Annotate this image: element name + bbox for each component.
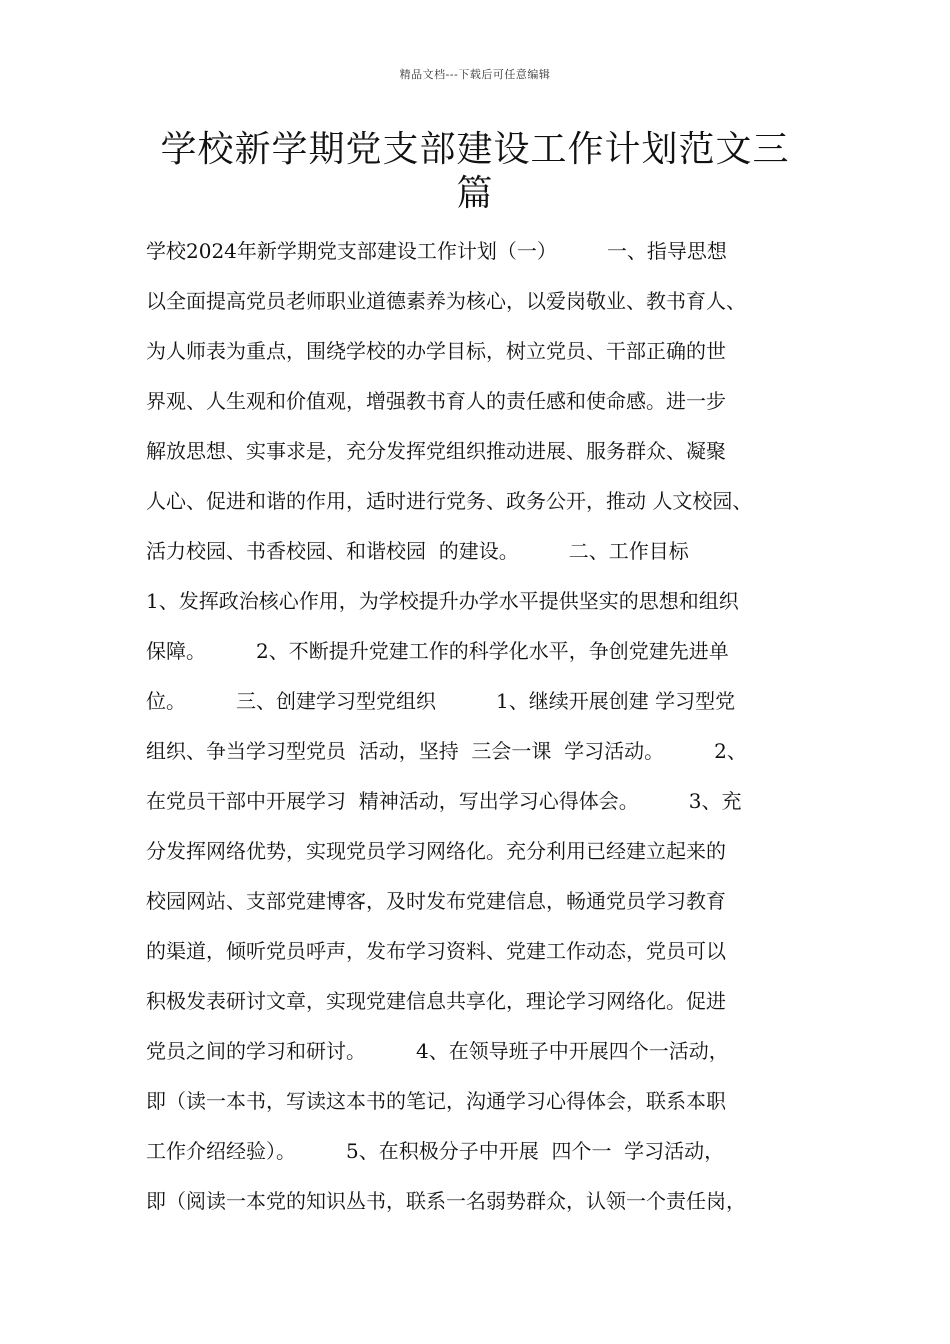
body-line: 活力校园、书香校园、和谐校园 的建设。 二、工作目标 bbox=[146, 539, 689, 563]
body-line: 人心、促进和谐的作用，适时进行党务、政务公开，推动 人文校园、 bbox=[146, 489, 753, 513]
body-line: 即（读一本书，写读这本书的笔记，沟通学习心得体会，联系本职 bbox=[146, 1089, 726, 1113]
body-line: 学校2024年新学期党支部建设工作计划（一） 一、指导思想 bbox=[146, 239, 727, 263]
body-line: 位。 三、创建学习型党组织 1、继续开展创建 学习型党 bbox=[146, 689, 736, 713]
body-line: 1、发挥政治核心作用，为学校提升办学水平提供坚实的思想和组织 bbox=[146, 589, 739, 613]
title-line: 篇 bbox=[456, 173, 494, 214]
body-line: 解放思想、实事求是，充分发挥党组织推动进展、服务群众、凝聚 bbox=[146, 439, 726, 463]
body-line: 分发挥网络优势，实现党员学习网络化。充分利用已经建立起来的 bbox=[146, 839, 726, 863]
body-line: 保障。 2、不断提升党建工作的科学化水平，争创党建先进单 bbox=[146, 639, 729, 663]
body-line: 积极发表研讨文章，实现党建信息共享化，理论学习网络化。促进 bbox=[146, 989, 726, 1013]
header-note: 精品文档---下载后可任意编辑 bbox=[399, 68, 551, 81]
body-line: 组织、争当学习型党员 活动，坚持 三会一课 学习活动。 2、 bbox=[146, 739, 747, 763]
body-line: 以全面提高党员老师职业道德素养为核心，以爱岗敬业、教书育人、 bbox=[146, 289, 746, 313]
body-line: 党员之间的学习和研讨。 4、在领导班子中开展四个一活动， bbox=[146, 1039, 729, 1063]
title-line: 学校新学期党支部建设工作计划范文三 bbox=[160, 129, 790, 170]
body-line: 工作介绍经验）。 5、在积极分子中开展 四个一 学习活动， bbox=[146, 1139, 725, 1163]
body-line: 校园网站、支部党建博客，及时发布党建信息，畅通党员学习教育 bbox=[146, 889, 726, 913]
body-line: 的渠道，倾听党员呼声，发布学习资料、党建工作动态，党员可以 bbox=[146, 939, 726, 963]
body-line: 为人师表为重点，围绕学校的办学目标，树立党员、干部正确的世 bbox=[146, 339, 726, 363]
document-body bbox=[146, 226, 846, 1226]
body-line: 在党员干部中开展学习 精神活动，写出学习心得体会。 3、充 bbox=[146, 789, 742, 813]
body-line: 界观、人生观和价值观，增强教书育人的责任感和使命感。进一步 bbox=[146, 389, 726, 413]
document-title bbox=[130, 128, 820, 216]
body-line: 即（阅读一本党的知识丛书，联系一名弱势群众，认领一个责任岗， bbox=[146, 1189, 746, 1213]
